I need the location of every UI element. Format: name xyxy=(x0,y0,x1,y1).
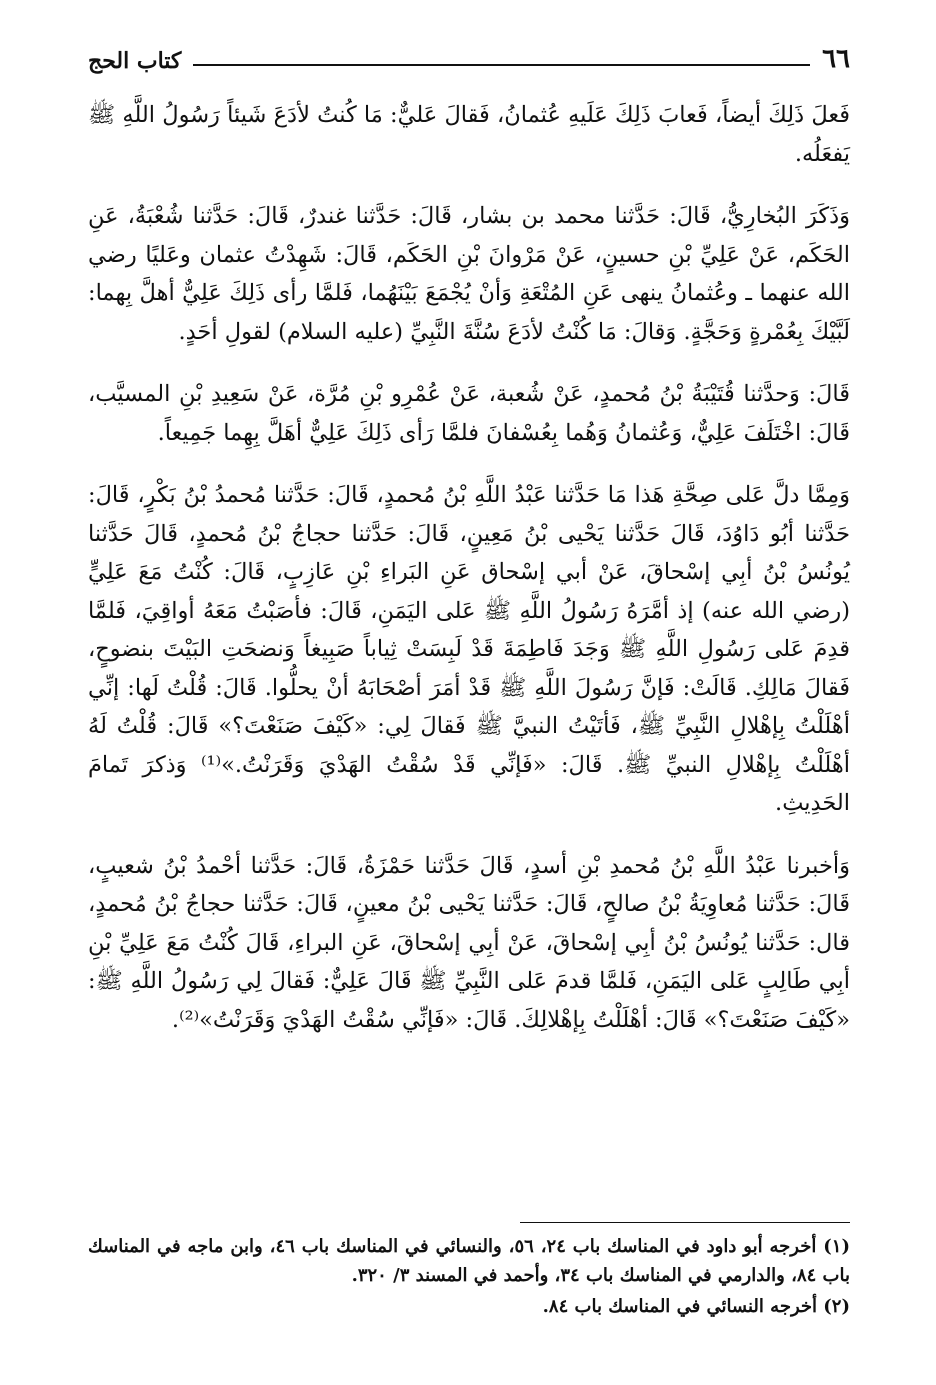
paragraph-1: فَعلَ ذَلِكَ أيضاً، فَعابَ ذَلِكَ عَلَيهِ عُثمانُ، فَقالَ عَليٌّ: مَا كُنتُ لأدَعَ شَيئاً رَسُولُ اللَّهِ ﷺ يَفعَلُه. xyxy=(88,102,850,167)
header-rule xyxy=(193,64,810,66)
paragraph-2: وَذَكَرَ البُخارِيُّ، قَالَ: حَدَّثنا محمد بن بشار، قَالَ: حَدَّثنا غندرٌ، قَالَ: حَدَّثنا شُعْبَةُ، عَنِ الحَكَم، عَنْ عَلِيِّ بْنِ حسينٍ، عَنْ مَرْوانَ بْنِ الحَكَم، قَالَ: شَهِدْتُ عثمان وعَليًا رضي الله عنهما ـ وعُثمانُ ينهى عَنِ المُتْعَةِ وَأنْ يُجْمَعَ بَيْنَهُما، فَلمَّا رأى ذَلِكَ عَلِيٌّ أهلَّ بِهما: لَبَّيْكَ بِعُمْرةٍ وَحَجَّةٍ. وَقالَ: مَا كُنْتُ لأدَعَ سُنَّةَ النَّبِيِّ (عليه السلام) لقولِ أحَدٍ. xyxy=(88,203,850,345)
book-title: كتاب الحج xyxy=(88,48,182,74)
main-text xyxy=(88,96,850,1063)
paragraph-4: وَمِمَّا دلَّ عَلى صِحَّةِ هَذا مَا حَدَّثنا عَبْدُ اللَّهِ بْنُ مُحمدٍ، قَالَ: حَدَّثنا مُحمدُ بْنُ بَكْرٍ، قَالَ: حَدَّثنا أبُو دَاوُدَ، قَالَ حَدَّثنا يَحْيى بْنُ مَعِينٍ، قَالَ: حَدَّثنا حجاجُ بْنُ مُحمدٍ، قَالَ حَدَّثنا يُونُسُ بْنُ أبِي إسْحاقَ، عَنْ أبي إسْحاق عَنِ البَراءِ بْنِ عَازِبٍ، قَالَ: كُنْتُ مَعَ عَلِيٍّ (رضي الله عنه) إذ أمَّرَهُ رَسُولُ اللَّهِ ﷺ عَلى اليَمَنِ، قَالَ: فأصَبْتُ مَعَهُ أواقِيَ، فَلمَّا قدِمَ عَلى رَسُولِ اللَّهِ ﷺ وَجَدَ فَاطِمَةَ قَدْ لَبِسَتْ ثِياباً صَبِيغاً وَنضحَتِ البَيْتَ بنضوحٍ، فَقالَ مَالِكِ. قَالَتْ: فَإنَّ رَسُولَ اللَّهِ ﷺ قَدْ أمَرَ أصْحَابَهُ أنْ يحلُّوا. قَالَ: قُلْتُ لَها: إنِّي أهْلَلْتُ بِإهْلالِ النَّبِيِّ ﷺ، فَأتَيْتُ النبيَّ ﷺ فَقالَ لِي: «كَيْفَ صَنَعْتَ؟» قَالَ: قُلْتُ لَهُ أهْلَلْتُ بِإهْلالِ النبيِّ ﷺ. قَالَ: «فَإنِّي قَدْ سُقْتُ الهَدْيَ وَقَرَنْتُ.»⁽¹⁾ وَذكرَ تَمامَ الحَدِيثِ. xyxy=(88,482,850,816)
paragraph-5: وَأخبرنا عَبْدُ اللَّهِ بْنُ مُحمدِ بْنِ أسدٍ، قَالَ حَدَّثنا حَمْزَةُ، قَالَ: حَدَّثنا أحْمدُ بْنُ شعيبٍ، قَالَ: حَدَّثنا مُعاوِيَةُ بْنُ صالحٍ، قَالَ: حَدَّثنا يَحْيى بْنُ معينٍ، قَالَ: حَدَّثنا حجاجُ بْنُ مُحمدٍ، قال: حَدَّثنا يُونُسُ بْنُ أبِي إسْحاقَ، عَنْ أبِي إسْحاقَ، عَنِ البراءِ، قَالَ كُنْتُ مَعَ عَلِيِّ بْنِ أبِي طَالِبٍ عَلى اليَمَنِ، فَلمَّا قدمَ عَلى النَّبِيِّ ﷺ قَالَ عَلِيٌّ: فَقالَ لِي رَسُولُ اللَّهِ ﷺ: «كَيْفَ صَنَعْتَ؟» قَالَ: أهْلَلْتُ بِإهْلالِكَ. قَالَ: «فَإنِّي سُقْتُ الهَدْيَ وَقَرَنْتُ»⁽²⁾. xyxy=(88,852,850,1033)
footnotes xyxy=(88,1232,850,1323)
page-number: ٦٦ xyxy=(822,44,850,74)
page-header xyxy=(88,28,850,72)
footnote-1: (١) أخرجه أبو داود في المناسك باب ٢٤، ٥٦، والنسائي في المناسك باب ٤٦، وابن ماجه في المناسك باب ٨٤، والدارمي في المناسك باب ٣٤، وأحمد في المسند ٣/ ٣٢٠. xyxy=(88,1236,850,1286)
footnote-separator xyxy=(520,1222,850,1223)
footnote-2: (٢) أخرجه النسائي في المناسك باب ٨٤. xyxy=(542,1296,850,1317)
paragraph-3: قَالَ: وَحدَّثنا قُتَيْبَةُ بْنُ مُحمدٍ، عَنْ شُعبة، عَنْ عُمْرِو بْنِ مُرَّة، عَنْ سَعِيدِ بْنِ المسيَّب، قَالَ: اخْتَلَفَ عَلِيٌّ، وَعُثمانُ وَهُما بِعُسْفانَ فلمَّا رَأى ذَلِكَ عَلِيٌّ أهَلَّ بِهِما جَمِيعاً. xyxy=(88,381,850,446)
